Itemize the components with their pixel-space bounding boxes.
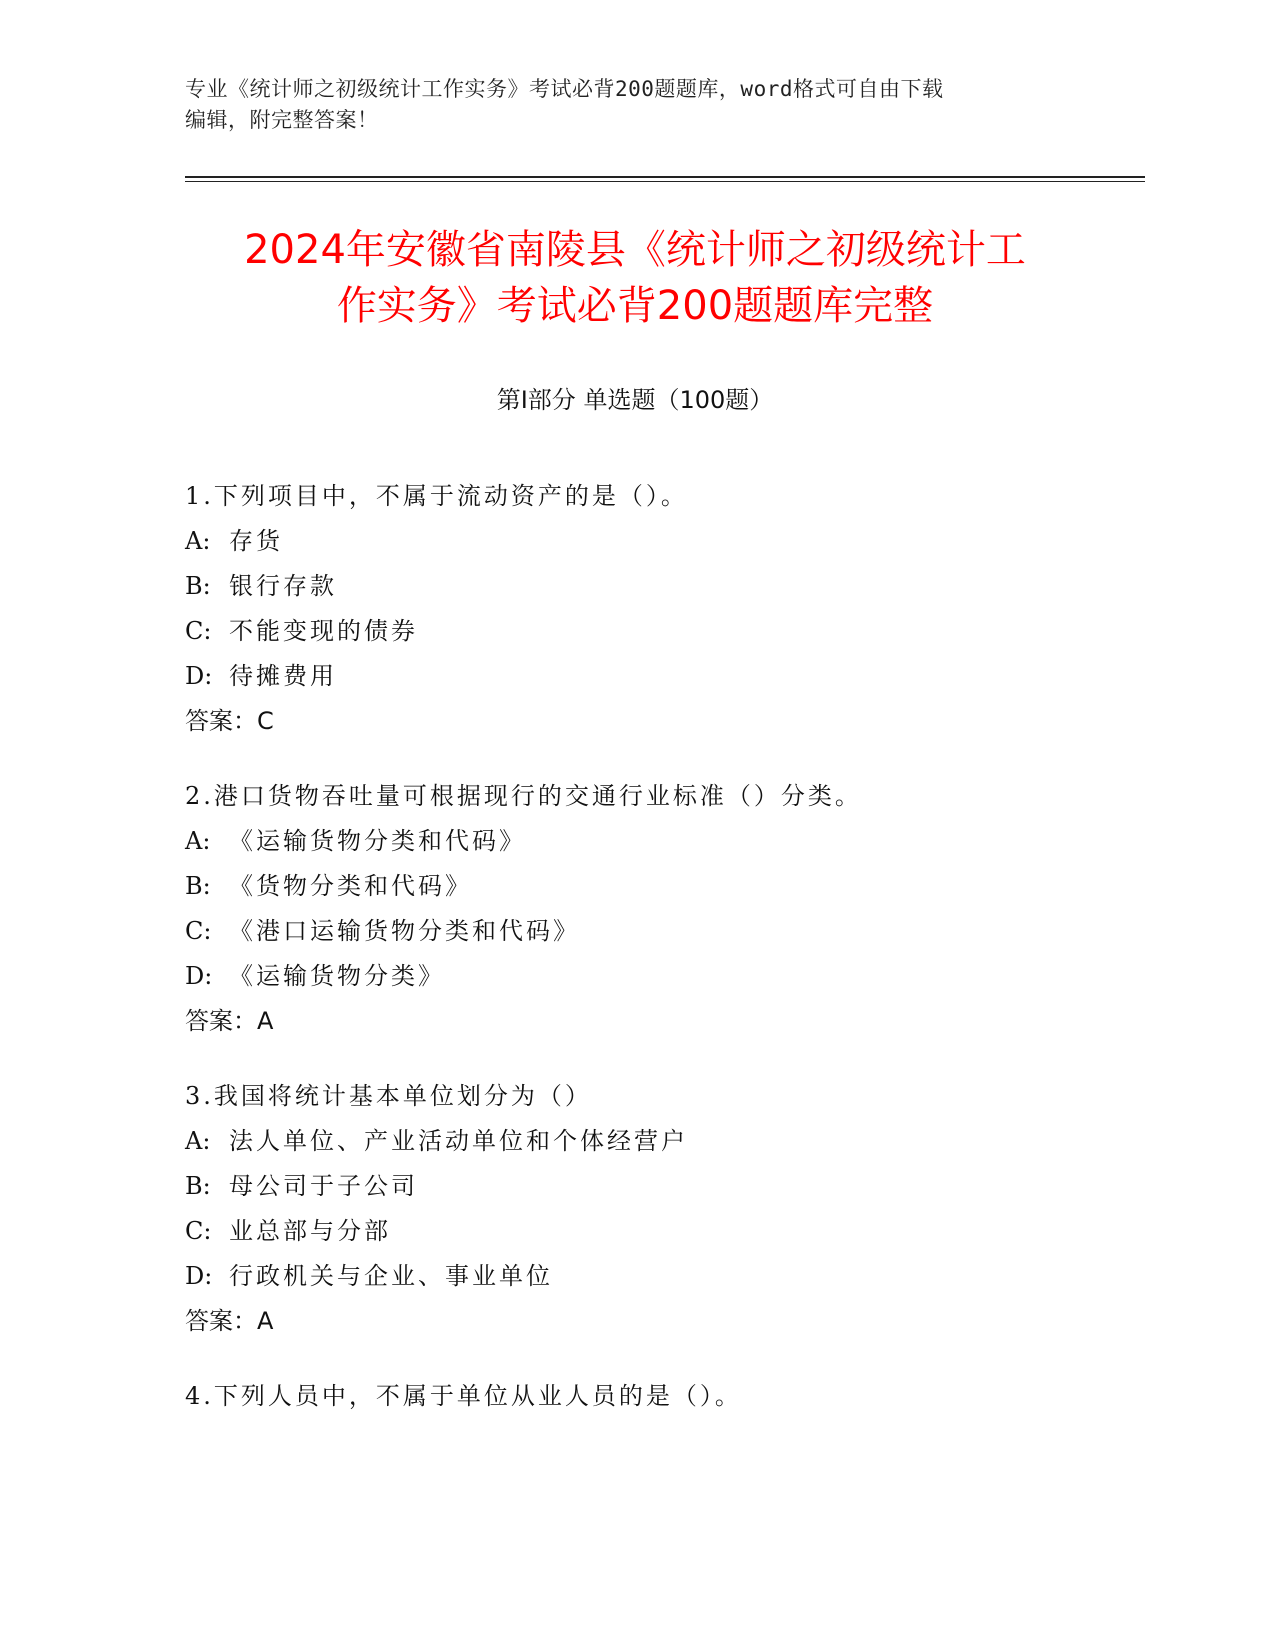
option-key: A: (185, 527, 211, 555)
question-stem: 4.下列人员中，不属于单位从业人员的是（）。 (185, 1382, 742, 1410)
answer-line: 答案：A (185, 1007, 274, 1035)
option-key: D: (185, 962, 213, 990)
option-a (185, 1119, 1135, 1164)
header-note-line2: 编辑，附完整答案！ (185, 108, 379, 132)
question-2 (185, 774, 1135, 1044)
question-stem: 3.我国将统计基本单位划分为（） (185, 1082, 592, 1110)
question-list (185, 474, 1135, 1449)
question-stem: 2.港口货物吞吐量可根据现行的交通行业标准（）分类。 (185, 782, 862, 810)
option-key: C: (185, 617, 212, 645)
header-note-line1: 专业《统计师之初级统计工作实务》考试必背200题题库，word格式可自由下载 (185, 77, 944, 101)
option-text: 银行存款 (229, 572, 337, 600)
document-title (160, 222, 1110, 334)
option-key: B: (185, 572, 211, 600)
option-text: 《货物分类和代码》 (229, 872, 472, 900)
question-4 (185, 1374, 1135, 1419)
option-text: 《港口运输货物分类和代码》 (229, 917, 580, 945)
option-text: 《运输货物分类和代码》 (229, 827, 526, 855)
answer-line: 答案：A (185, 1307, 274, 1335)
option-b (185, 564, 1135, 609)
option-text: 存货 (229, 527, 283, 555)
option-d (185, 654, 1135, 699)
answer-line: 答案：C (185, 707, 274, 735)
option-key: A: (185, 827, 211, 855)
option-c (185, 609, 1135, 654)
question-stem: 1.下列项目中，不属于流动资产的是（）。 (185, 482, 688, 510)
option-key: B: (185, 1172, 211, 1200)
option-text: 母公司于子公司 (229, 1172, 418, 1200)
option-a (185, 819, 1135, 864)
document-title-line2: 作实务》考试必背200题题库完整 (336, 283, 934, 329)
option-c (185, 1209, 1135, 1254)
option-key: C: (185, 917, 212, 945)
option-a (185, 519, 1135, 564)
option-d (185, 954, 1135, 999)
option-key: D: (185, 662, 213, 690)
option-text: 法人单位、产业活动单位和个体经营户 (229, 1127, 688, 1155)
option-key: C: (185, 1217, 212, 1245)
option-text: 行政机关与企业、事业单位 (229, 1262, 553, 1290)
option-b (185, 1164, 1135, 1209)
option-b (185, 864, 1135, 909)
question-1 (185, 474, 1135, 744)
question-3 (185, 1074, 1135, 1344)
document-title-line1: 2024年安徽省南陵县《统计师之初级统计工 (244, 227, 1026, 273)
option-text: 业总部与分部 (229, 1217, 391, 1245)
option-text: 不能变现的债券 (229, 617, 418, 645)
header-divider-thin (185, 181, 1145, 182)
option-c (185, 909, 1135, 954)
header-note (185, 74, 1065, 136)
option-key: D: (185, 1262, 213, 1290)
option-text: 待摊费用 (229, 662, 337, 690)
section-title: 第Ⅰ部分 单选题（100题） (496, 386, 774, 414)
option-text: 《运输货物分类》 (229, 962, 445, 990)
option-key: B: (185, 872, 211, 900)
header-divider-thick (185, 176, 1145, 178)
option-d (185, 1254, 1135, 1299)
option-key: A: (185, 1127, 211, 1155)
